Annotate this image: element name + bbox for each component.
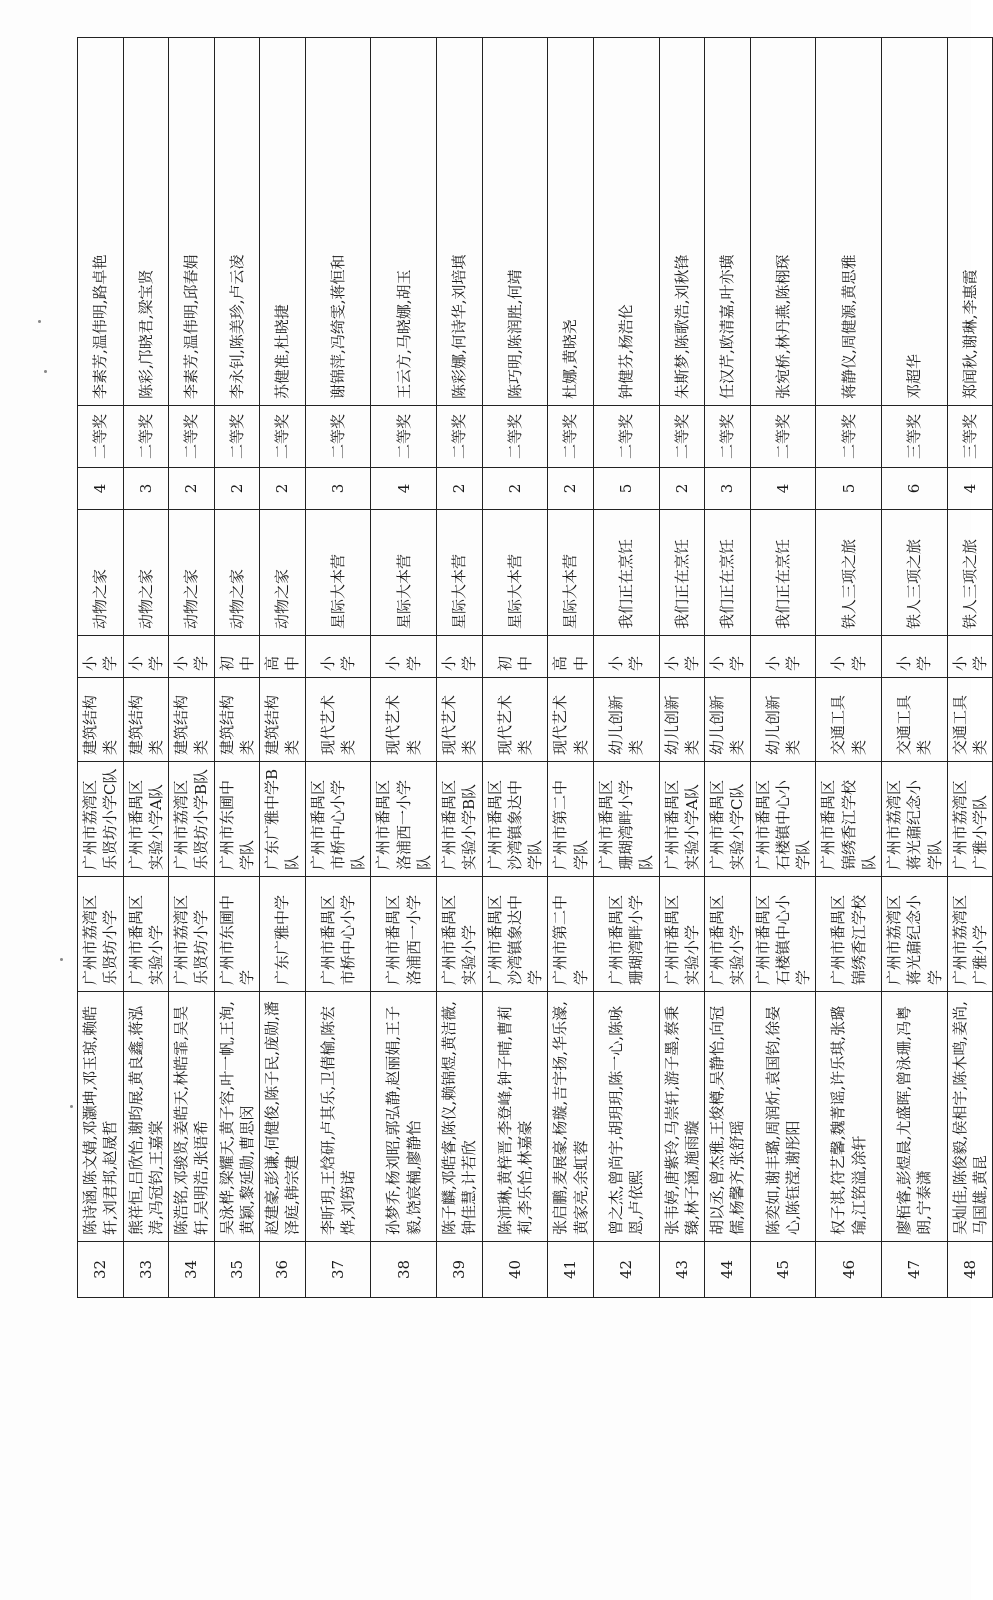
row-number-cell: 36 bbox=[260, 1242, 306, 1298]
school-level-cell: 小学 bbox=[593, 636, 659, 678]
team-name-cell: 广州市番禺区沙湾镇象达中学队 bbox=[482, 762, 548, 877]
student-names-cell: 曾之杰,曾尚宇,胡玥玥,陈一心,陈咏恩,卢依熙 bbox=[593, 992, 659, 1242]
student-names-cell: 吴灿佳,陈俊毅,侯相宇,陈木鸣,姜尚,马国雄,黄昆 bbox=[947, 992, 993, 1242]
teacher-names-cell: 陈彩,邝晓君,梁宝贤 bbox=[123, 38, 169, 406]
school-level-cell: 小学 bbox=[816, 636, 882, 678]
row-number-cell: 40 bbox=[482, 1242, 548, 1298]
table-row bbox=[659, 38, 705, 1298]
table-row bbox=[305, 38, 371, 1298]
award-level-cell: 二等奖 bbox=[305, 406, 371, 468]
student-names-cell: 权子淇,符艺馨,魏菁谣,许乐琪,张璐瑜,江铭溢,涂轩 bbox=[816, 992, 882, 1242]
category-cell: 交通工具类 bbox=[882, 678, 948, 762]
school-name-cell: 广州市番禺区实验小学 bbox=[705, 877, 751, 992]
category-cell: 建筑结构类 bbox=[214, 678, 260, 762]
student-names-cell: 陈沛琳,黄梓晋,李登峰,钟子晴,曹莉莉,李乐怡,林嘉豪 bbox=[482, 992, 548, 1242]
award-level-cell: 三等奖 bbox=[882, 406, 948, 468]
theme-cell: 我们正在烹饪 bbox=[659, 510, 705, 636]
table-row bbox=[882, 38, 948, 1298]
team-name-cell: 广州市荔湾区乐贤坊小学C队 bbox=[78, 762, 124, 877]
team-count-cell: 3 bbox=[305, 468, 371, 510]
theme-cell: 我们正在烹饪 bbox=[593, 510, 659, 636]
teacher-names-cell: 蒋静仪,周健源,黄思雅 bbox=[816, 38, 882, 406]
scan-speck bbox=[60, 958, 63, 961]
category-cell: 建筑结构类 bbox=[260, 678, 306, 762]
school-level-cell: 小学 bbox=[305, 636, 371, 678]
school-name-cell: 广州市番禺区锦绣香江学校 bbox=[816, 877, 882, 992]
theme-cell: 星际大本营 bbox=[305, 510, 371, 636]
teacher-names-cell: 杜娜,黄晓尧 bbox=[548, 38, 594, 406]
team-count-cell: 3 bbox=[123, 468, 169, 510]
school-level-cell: 小学 bbox=[947, 636, 993, 678]
category-cell: 交通工具类 bbox=[947, 678, 993, 762]
student-names-cell: 陈浩铭,邓骏贤,姜皓天,林皓霏,吴昊轩,吴明浩,张语希 bbox=[169, 992, 215, 1242]
theme-cell: 动物之家 bbox=[78, 510, 124, 636]
student-names-cell: 张启鹏,麦展豪,杨璇,吉宇扬,华乐濠,黄家亮,余虹蓉 bbox=[548, 992, 594, 1242]
team-count-cell: 2 bbox=[548, 468, 594, 510]
school-name-cell: 广州市荔湾区广雅小学 bbox=[947, 877, 993, 992]
school-level-cell: 小学 bbox=[705, 636, 751, 678]
teacher-names-cell: 钟健芬,杨浩伦 bbox=[593, 38, 659, 406]
row-number-cell: 34 bbox=[169, 1242, 215, 1298]
awards-table bbox=[77, 37, 993, 1298]
teacher-names-cell: 任汉芹,欧清嘉,叶亦璜 bbox=[705, 38, 751, 406]
row-number-cell: 38 bbox=[371, 1242, 437, 1298]
team-name-cell: 广州市番禺区实验小学B队 bbox=[437, 762, 483, 877]
teacher-names-cell: 郑闻秋,谢琳,李惠霞 bbox=[947, 38, 993, 406]
team-name-cell: 广东广雅中学B队 bbox=[260, 762, 306, 877]
school-level-cell: 小学 bbox=[882, 636, 948, 678]
rotated-table-container bbox=[77, 38, 989, 1298]
team-name-cell: 广州市荔湾区蒋光鼐纪念小学队 bbox=[882, 762, 948, 877]
student-names-cell: 胡以丞,曾杰雅,王焌樽,吴静怡,向冠儒,杨馨齐,张舒瑶 bbox=[705, 992, 751, 1242]
student-names-cell: 陈奕如,谢丰璐,周润炘,袁国钧,徐晏心,陈钰滢,谢彤阳 bbox=[750, 992, 816, 1242]
scan-speck bbox=[44, 370, 47, 373]
row-number-cell: 45 bbox=[750, 1242, 816, 1298]
award-level-cell: 二等奖 bbox=[260, 406, 306, 468]
table-row bbox=[78, 38, 124, 1298]
student-names-cell: 熊祥恒,吕欣怡,谢昀展,黄良鑫,蒋泓涛,冯冠钧,王嘉棠 bbox=[123, 992, 169, 1242]
teacher-names-cell: 李永钊,陈美珍,卢云凌 bbox=[214, 38, 260, 406]
team-count-cell: 2 bbox=[437, 468, 483, 510]
team-name-cell: 广州市番禺区实验小学C队 bbox=[705, 762, 751, 877]
school-level-cell: 小学 bbox=[371, 636, 437, 678]
team-name-cell: 广州市番禺区石楼镇中心小学队 bbox=[750, 762, 816, 877]
school-name-cell: 广东广雅中学 bbox=[260, 877, 306, 992]
row-number-cell: 35 bbox=[214, 1242, 260, 1298]
team-count-cell: 2 bbox=[482, 468, 548, 510]
table-row bbox=[816, 38, 882, 1298]
category-cell: 现代艺术类 bbox=[548, 678, 594, 762]
row-number-cell: 32 bbox=[78, 1242, 124, 1298]
theme-cell: 星际大本营 bbox=[437, 510, 483, 636]
award-level-cell: 二等奖 bbox=[78, 406, 124, 468]
teacher-names-cell: 邓超华 bbox=[882, 38, 948, 406]
school-level-cell: 小学 bbox=[78, 636, 124, 678]
teacher-names-cell: 张宛桥,林丹燕,陈栩琛 bbox=[750, 38, 816, 406]
theme-cell: 星际大本营 bbox=[548, 510, 594, 636]
award-level-cell: 二等奖 bbox=[371, 406, 437, 468]
category-cell: 幼儿创新类 bbox=[705, 678, 751, 762]
school-name-cell: 广州市番禺区沙湾镇象达中学 bbox=[482, 877, 548, 992]
table-row bbox=[593, 38, 659, 1298]
team-name-cell: 广州市东圃中学队 bbox=[214, 762, 260, 877]
team-name-cell: 广州市番禺区市桥中心小学队 bbox=[305, 762, 371, 877]
table-row bbox=[371, 38, 437, 1298]
school-name-cell: 广州市番禺区实验小学 bbox=[123, 877, 169, 992]
scan-speck bbox=[70, 1105, 73, 1108]
school-name-cell: 广州市第二中学 bbox=[548, 877, 594, 992]
row-number-cell: 42 bbox=[593, 1242, 659, 1298]
school-level-cell: 高中 bbox=[548, 636, 594, 678]
row-number-cell: 48 bbox=[947, 1242, 993, 1298]
category-cell: 建筑结构类 bbox=[169, 678, 215, 762]
row-number-cell: 33 bbox=[123, 1242, 169, 1298]
school-level-cell: 初中 bbox=[214, 636, 260, 678]
theme-cell: 星际大本营 bbox=[371, 510, 437, 636]
team-name-cell: 广州市番禺区洛浦西一小学队 bbox=[371, 762, 437, 877]
table-row bbox=[260, 38, 306, 1298]
theme-cell: 动物之家 bbox=[169, 510, 215, 636]
team-count-cell: 3 bbox=[705, 468, 751, 510]
teacher-names-cell: 苏健准,杜晓捷 bbox=[260, 38, 306, 406]
table-row bbox=[705, 38, 751, 1298]
theme-cell: 铁人三项之旅 bbox=[816, 510, 882, 636]
teacher-names-cell: 李素芳,温伟明,路卓艳 bbox=[78, 38, 124, 406]
award-level-cell: 二等奖 bbox=[593, 406, 659, 468]
team-name-cell: 广州市番禺区实验小学A队 bbox=[123, 762, 169, 877]
school-name-cell: 广州市番禺区洛浦西一小学 bbox=[371, 877, 437, 992]
school-level-cell: 初中 bbox=[482, 636, 548, 678]
category-cell: 幼儿创新类 bbox=[593, 678, 659, 762]
school-name-cell: 广州市番禺区珊瑚湾畔小学 bbox=[593, 877, 659, 992]
row-number-cell: 41 bbox=[548, 1242, 594, 1298]
team-count-cell: 6 bbox=[882, 468, 948, 510]
row-number-cell: 44 bbox=[705, 1242, 751, 1298]
school-level-cell: 小学 bbox=[437, 636, 483, 678]
teacher-names-cell: 谢锦萍,冯绮雯,蒋恒和 bbox=[305, 38, 371, 406]
student-names-cell: 李昕玥,王焓研,卢其乐,卫倩榆,陈宏烨,刘筠诺 bbox=[305, 992, 371, 1242]
team-count-cell: 4 bbox=[750, 468, 816, 510]
theme-cell: 动物之家 bbox=[260, 510, 306, 636]
school-name-cell: 广州市荔湾区乐贤坊小学 bbox=[169, 877, 215, 992]
row-number-cell: 39 bbox=[437, 1242, 483, 1298]
team-name-cell: 广州市荔湾区广雅小学队 bbox=[947, 762, 993, 877]
team-name-cell: 广州市荔湾区乐贤坊小学B队 bbox=[169, 762, 215, 877]
table-row bbox=[214, 38, 260, 1298]
team-count-cell: 5 bbox=[593, 468, 659, 510]
student-names-cell: 廖栢睿,彭煜晨,尤盛晖,曾泳珊,冯粤朗,宁泰潇 bbox=[882, 992, 948, 1242]
teacher-names-cell: 李素芳,温伟明,邱春娟 bbox=[169, 38, 215, 406]
table-row bbox=[123, 38, 169, 1298]
school-level-cell: 高中 bbox=[260, 636, 306, 678]
award-level-cell: 二等奖 bbox=[214, 406, 260, 468]
award-level-cell: 二等奖 bbox=[659, 406, 705, 468]
school-name-cell: 广州市荔湾区蒋光鼐纪念小学 bbox=[882, 877, 948, 992]
teacher-names-cell: 陈彩娜,何诗华,刘培填 bbox=[437, 38, 483, 406]
student-names-cell: 赵建豪,彭谦,何健俊,陈子民,庞勋,潘泽庭,韩宗建 bbox=[260, 992, 306, 1242]
teacher-names-cell: 朱斯梦,陈歌浩,刘秋锋 bbox=[659, 38, 705, 406]
category-cell: 建筑结构类 bbox=[78, 678, 124, 762]
team-count-cell: 4 bbox=[78, 468, 124, 510]
team-count-cell: 2 bbox=[659, 468, 705, 510]
award-level-cell: 二等奖 bbox=[169, 406, 215, 468]
category-cell: 幼儿创新类 bbox=[750, 678, 816, 762]
theme-cell: 我们正在烹饪 bbox=[750, 510, 816, 636]
category-cell: 现代艺术类 bbox=[437, 678, 483, 762]
theme-cell: 星际大本营 bbox=[482, 510, 548, 636]
theme-cell: 动物之家 bbox=[214, 510, 260, 636]
school-name-cell: 广州市番禺区实验小学 bbox=[437, 877, 483, 992]
school-level-cell: 小学 bbox=[123, 636, 169, 678]
row-number-cell: 46 bbox=[816, 1242, 882, 1298]
row-number-cell: 37 bbox=[305, 1242, 371, 1298]
teacher-names-cell: 王云方,马晓娜,胡玉 bbox=[371, 38, 437, 406]
theme-cell: 动物之家 bbox=[123, 510, 169, 636]
table-row bbox=[169, 38, 215, 1298]
table-row bbox=[437, 38, 483, 1298]
awards-table-body bbox=[78, 38, 993, 1298]
scan-speck bbox=[38, 320, 41, 323]
award-level-cell: 二等奖 bbox=[750, 406, 816, 468]
table-row bbox=[750, 38, 816, 1298]
category-cell: 现代艺术类 bbox=[371, 678, 437, 762]
teacher-names-cell: 陈巧明,陈润胜,何靖 bbox=[482, 38, 548, 406]
award-level-cell: 二等奖 bbox=[437, 406, 483, 468]
school-level-cell: 小学 bbox=[750, 636, 816, 678]
award-level-cell: 三等奖 bbox=[947, 406, 993, 468]
table-row bbox=[947, 38, 993, 1298]
award-level-cell: 二等奖 bbox=[705, 406, 751, 468]
award-level-cell: 二等奖 bbox=[482, 406, 548, 468]
team-count-cell: 2 bbox=[169, 468, 215, 510]
team-name-cell: 广州市第二中学队 bbox=[548, 762, 594, 877]
row-number-cell: 47 bbox=[882, 1242, 948, 1298]
team-count-cell: 4 bbox=[371, 468, 437, 510]
team-name-cell: 广州市番禺区实验小学A队 bbox=[659, 762, 705, 877]
school-name-cell: 广州市番禺区石楼镇中心小学 bbox=[750, 877, 816, 992]
team-count-cell: 2 bbox=[214, 468, 260, 510]
team-count-cell: 2 bbox=[260, 468, 306, 510]
theme-cell: 我们正在烹饪 bbox=[705, 510, 751, 636]
theme-cell: 铁人三项之旅 bbox=[947, 510, 993, 636]
category-cell: 现代艺术类 bbox=[305, 678, 371, 762]
team-name-cell: 广州市番禺区珊瑚湾畔小学队 bbox=[593, 762, 659, 877]
school-name-cell: 广州市东圃中学 bbox=[214, 877, 260, 992]
category-cell: 建筑结构类 bbox=[123, 678, 169, 762]
table-row bbox=[482, 38, 548, 1298]
school-name-cell: 广州市荔湾区乐贤坊小学 bbox=[78, 877, 124, 992]
award-level-cell: 二等奖 bbox=[548, 406, 594, 468]
team-name-cell: 广州市番禺区锦绣香江学校队 bbox=[816, 762, 882, 877]
category-cell: 幼儿创新类 bbox=[659, 678, 705, 762]
theme-cell: 铁人三项之旅 bbox=[882, 510, 948, 636]
student-names-cell: 陈子麟,邓皓睿,陈仪,赖锦煜,黄洁薇,钟佳慧,计若欣 bbox=[437, 992, 483, 1242]
school-level-cell: 小学 bbox=[659, 636, 705, 678]
student-names-cell: 孙梦乔,杨刘昭,郭弘静,赵丽娟,王子毅,饶宸楠,廖静怡 bbox=[371, 992, 437, 1242]
student-names-cell: 吴泳桦,梁耀天,黄子容,叶一帆,王洵,黄颖,黎延勋,曹思闵 bbox=[214, 992, 260, 1242]
category-cell: 现代艺术类 bbox=[482, 678, 548, 762]
student-names-cell: 陈诗涵,陈文婧,邓灏坤,邓玉琼,赖皓轩,刘君邦,赵晟哲 bbox=[78, 992, 124, 1242]
school-name-cell: 广州市番禺区实验小学 bbox=[659, 877, 705, 992]
award-level-cell: 二等奖 bbox=[816, 406, 882, 468]
student-names-cell: 张韦婷,唐紫玲,马崇轩,游子墨,蔡秉臻,林子涵,施雨璇 bbox=[659, 992, 705, 1242]
table-row bbox=[548, 38, 594, 1298]
school-name-cell: 广州市番禺区市桥中心小学 bbox=[305, 877, 371, 992]
row-number-cell: 43 bbox=[659, 1242, 705, 1298]
school-level-cell: 小学 bbox=[169, 636, 215, 678]
team-count-cell: 5 bbox=[816, 468, 882, 510]
category-cell: 交通工具类 bbox=[816, 678, 882, 762]
award-level-cell: 二等奖 bbox=[123, 406, 169, 468]
team-count-cell: 4 bbox=[947, 468, 993, 510]
